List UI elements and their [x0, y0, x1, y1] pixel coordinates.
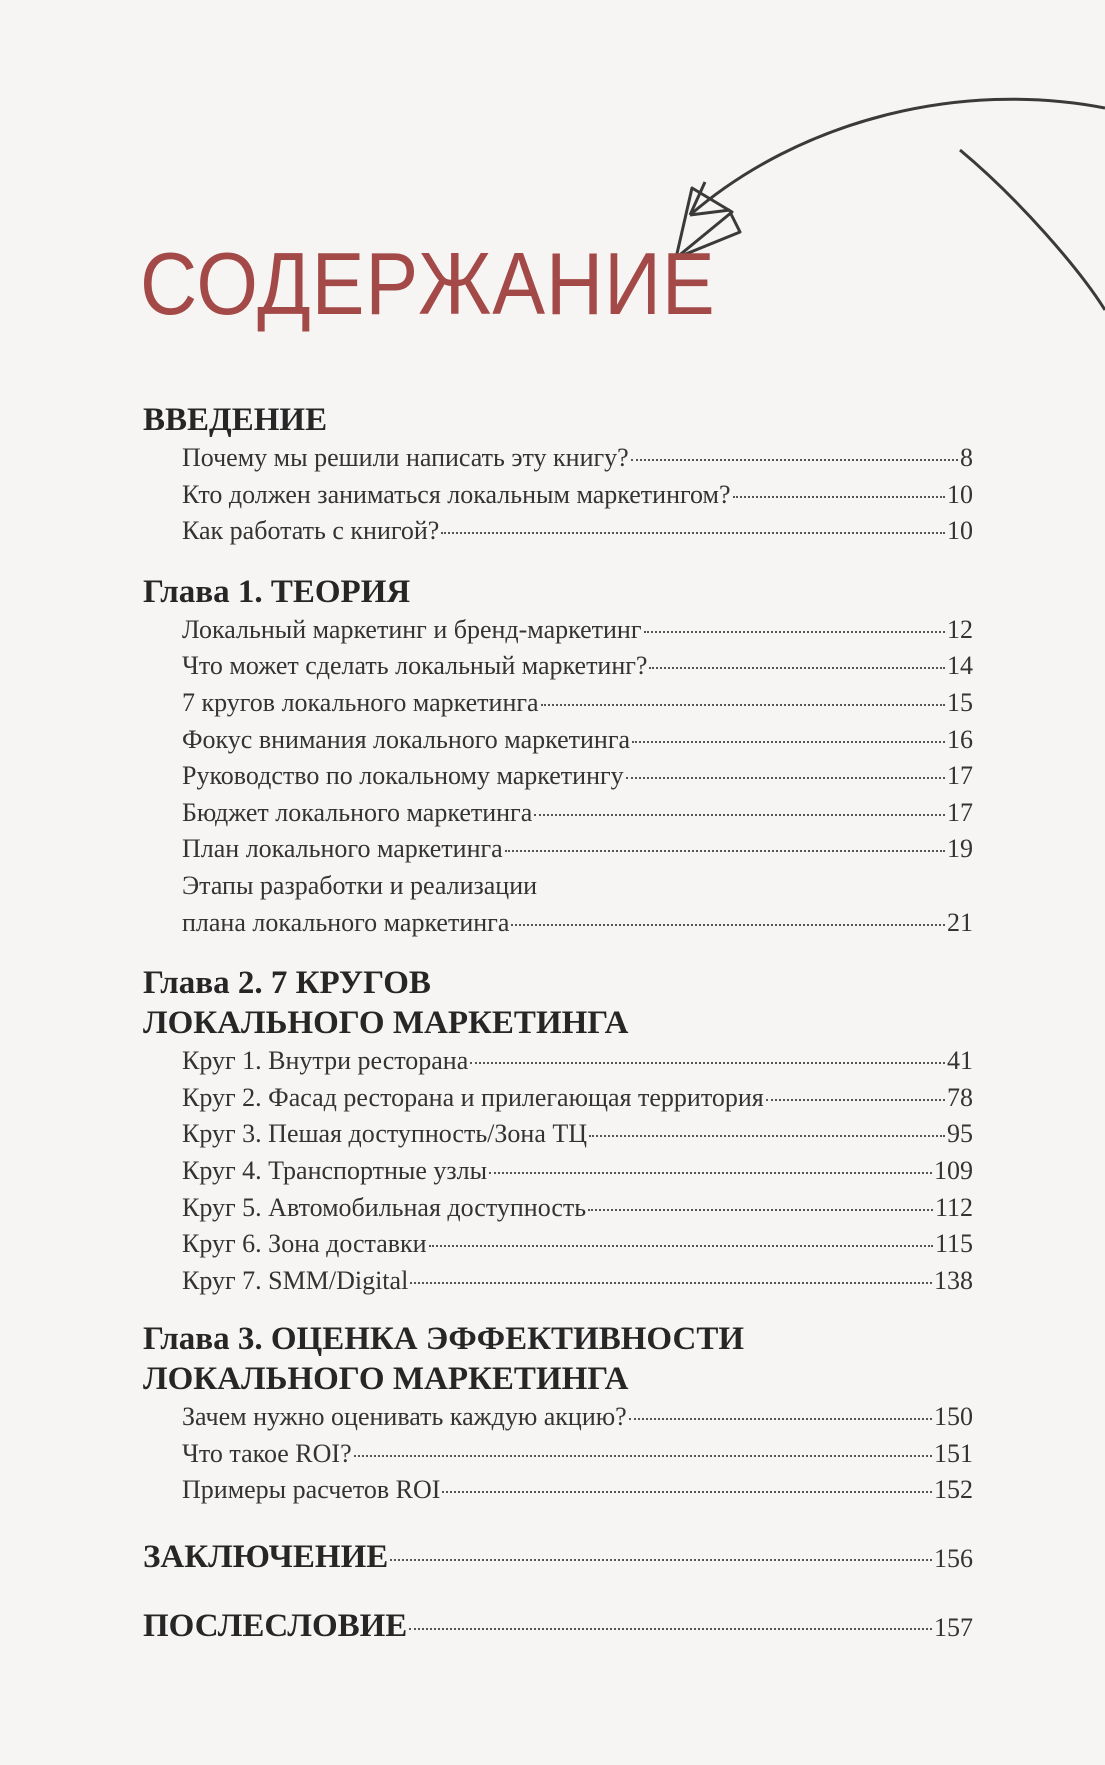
toc-section-chapter-2 [143, 963, 973, 1299]
toc-entry[interactable] [182, 648, 973, 685]
entry-title: План локального маркетинга [182, 834, 503, 864]
toc-entry[interactable] [182, 1043, 973, 1080]
page-number: 17 [947, 761, 973, 791]
entry-title: Фокус внимания локального маркетинга [182, 724, 631, 754]
dot-leader [354, 1455, 932, 1457]
entry-title: Как работать с книгой? [182, 516, 440, 546]
entry-title: Что такое ROI? [182, 1438, 352, 1468]
dot-leader [644, 631, 946, 633]
entry-title: ПОСЛЕСЛОВИЕ [143, 1608, 408, 1645]
dot-leader [470, 1062, 945, 1064]
entry-title: Кто должен заниматься локальным маркетингом? [182, 479, 731, 509]
page-number: 21 [947, 907, 973, 937]
section-heading: Глава 1. ТЕОРИЯ [143, 573, 411, 610]
toc-entry[interactable] [182, 1153, 973, 1190]
toc-section-intro [143, 400, 973, 550]
page-number: 10 [947, 479, 973, 509]
page-number: 115 [934, 1229, 973, 1259]
entry-title: Почему мы решили написать эту книгу? [182, 443, 629, 472]
page-number: 12 [947, 614, 973, 644]
dot-leader [429, 1245, 933, 1247]
toc-entry[interactable] [182, 477, 973, 514]
section-heading-line1: Глава 2. 7 КРУГОВ [143, 965, 431, 1002]
dot-leader [442, 1491, 932, 1493]
page-number: 150 [934, 1402, 973, 1432]
page-number: 95 [947, 1119, 973, 1149]
dot-leader [410, 1282, 932, 1284]
dot-leader [733, 496, 945, 498]
entry-title: Зачем нужно оценивать каждую акцию? [182, 1402, 627, 1432]
toc-entry-conclusion[interactable] [143, 1539, 973, 1576]
page-number: 156 [934, 1544, 973, 1574]
toc-entry[interactable] [182, 685, 973, 722]
toc-entry[interactable] [182, 1399, 973, 1436]
toc-entry[interactable] [182, 440, 973, 477]
entry-title: Круг 4. Транспортные узлы [182, 1155, 488, 1185]
page-number: 152 [934, 1475, 973, 1505]
dot-leader [409, 1628, 932, 1630]
entry-title: Круг 3. Пешая доступность/Зона ТЦ [182, 1119, 588, 1149]
dot-leader [534, 814, 945, 816]
entry-title: Что может сделать локальный маркетинг? [182, 651, 648, 681]
dot-leader [631, 459, 958, 461]
toc-entry[interactable] [182, 905, 973, 942]
table-of-contents [143, 400, 973, 1677]
toc-entry[interactable] [182, 1226, 973, 1263]
toc-entry[interactable] [182, 795, 973, 832]
page-number: 19 [947, 834, 973, 864]
page-title: СОДЕРЖАНИЕ [140, 234, 716, 333]
page-number: 112 [934, 1192, 973, 1222]
dot-leader [390, 1559, 932, 1561]
toc-entry[interactable] [182, 513, 973, 550]
page-number: 157 [934, 1613, 973, 1643]
toc-entry[interactable] [182, 1080, 973, 1117]
page-number: 109 [934, 1155, 973, 1185]
toc-entry[interactable] [182, 1263, 973, 1300]
section-heading-line1: Глава 3. ОЦЕНКА ЭФФЕКТИВНОСТИ [143, 1321, 744, 1358]
entry-title: Круг 6. Зона доставки [182, 1229, 427, 1259]
toc-entry[interactable] [182, 722, 973, 759]
page-number: 17 [947, 797, 973, 827]
entry-title: плана локального маркетинга [182, 907, 510, 937]
dot-leader [505, 850, 945, 852]
page-number: 8 [960, 443, 973, 472]
toc-entry[interactable] [182, 1190, 973, 1227]
entry-title: Руководство по локальному маркетингу [182, 761, 624, 791]
entry-title-line1[interactable]: Этапы разработки и реализации [182, 870, 538, 900]
dot-leader [511, 924, 945, 926]
section-heading: ВВЕДЕНИЕ [143, 402, 328, 438]
page-number: 151 [934, 1438, 973, 1468]
toc-section-chapter-1 [143, 572, 973, 941]
page-number: 78 [947, 1082, 973, 1112]
entry-title: Круг 2. Фасад ресторана и прилегающая территория [182, 1082, 764, 1112]
page-number: 10 [947, 516, 973, 546]
entry-title: Локальный маркетинг и бренд-маркетинг [182, 614, 642, 644]
toc-entry[interactable] [182, 1436, 973, 1473]
toc-entry[interactable] [182, 831, 973, 868]
entry-title: Примеры расчетов ROI [182, 1475, 441, 1505]
dot-leader [629, 1418, 932, 1420]
section-heading-line2: ЛОКАЛЬНОГО МАРКЕТИНГА [143, 1361, 629, 1398]
page-number: 14 [947, 651, 973, 681]
toc-entry-afterword[interactable] [143, 1608, 973, 1645]
dot-leader [541, 704, 945, 706]
toc-entry[interactable] [182, 758, 973, 795]
page-number: 138 [934, 1265, 973, 1295]
toc-entry[interactable] [182, 1116, 973, 1153]
dot-leader [632, 741, 945, 743]
dot-leader [589, 1135, 945, 1137]
dot-leader [766, 1099, 945, 1101]
dot-leader [489, 1172, 932, 1174]
entry-title: 7 кругов локального маркетинга [182, 687, 539, 717]
page-number: 15 [947, 687, 973, 717]
entry-title: Круг 5. Автомобильная доступность [182, 1192, 587, 1222]
section-heading-line2: ЛОКАЛЬНОГО МАРКЕТИНГА [143, 1005, 629, 1042]
toc-section-chapter-3 [143, 1319, 973, 1509]
entry-title: Круг 7. SMM/Digital [182, 1265, 409, 1295]
entry-title: Бюджет локального маркетинга [182, 797, 533, 827]
page-number: 41 [947, 1046, 973, 1076]
dot-leader [441, 532, 945, 534]
dot-leader [588, 1209, 933, 1211]
entry-title: ЗАКЛЮЧЕНИЕ [143, 1539, 389, 1576]
dot-leader [626, 777, 945, 779]
page-number: 16 [947, 724, 973, 754]
entry-title: Круг 1. Внутри ресторана [182, 1046, 469, 1076]
dot-leader [649, 667, 945, 669]
toc-entry[interactable] [182, 1472, 973, 1509]
toc-entry[interactable] [182, 612, 973, 649]
